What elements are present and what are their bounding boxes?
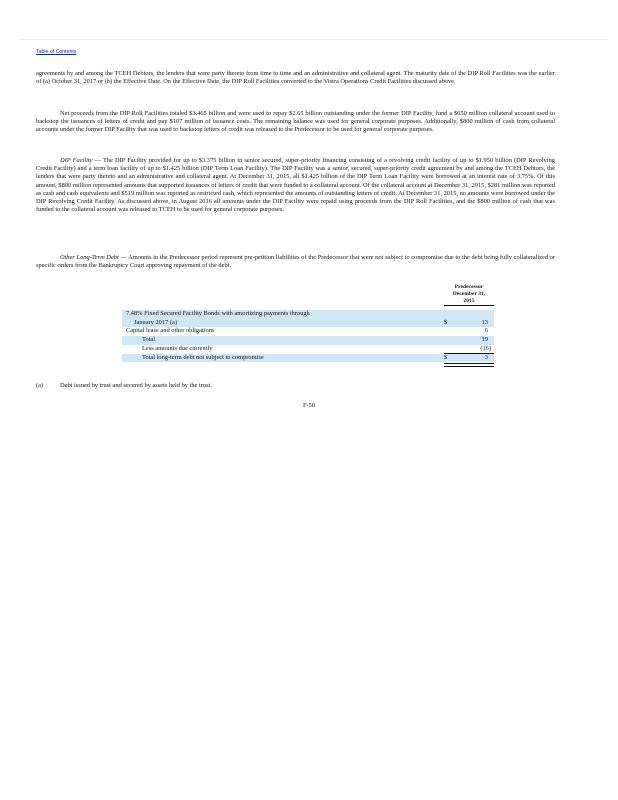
table-row-total-long-term-debt xyxy=(122,354,494,363)
row-label-line1: 7.48% Fixed Secured Facility Bonds with amortizing payments through xyxy=(126,310,310,317)
paragraph-net-proceeds: Net proceeds from the DIP Roll Facilities totaled $3.465 billion and were used to repay $2.65 billion outstanding under the former DIP Facility, fund a $650 million collateral account used to backstop the issuances of letters of credit and pay $107 million of issuance costs. The remaining balance was used for general corporate purposes. Additionally, $800 million of cash from collateral accounts under the former DIP Facility that was used to backstop letters of credit was released to the Predecessor to be used for general corporate purposes. xyxy=(36,110,555,134)
row-amount: (16) xyxy=(480,344,491,352)
row-label: Less amounts due currently xyxy=(142,344,213,352)
row-amount: 19 xyxy=(481,336,488,343)
paragraph-other-long-term-debt xyxy=(36,254,555,270)
paragraph-dip-facility xyxy=(36,157,555,214)
table-row-total xyxy=(122,336,494,345)
column-header-line1: Predecessor xyxy=(454,284,484,290)
table-row-less-current xyxy=(122,345,494,354)
column-header-line3: 2015 xyxy=(444,298,494,306)
other-long-term-debt-heading: Other Long-Term Debt xyxy=(60,254,119,261)
total-double-rule xyxy=(444,363,494,367)
row-label: Capital lease and other obligations xyxy=(126,327,215,334)
column-header-line2: December 31, xyxy=(452,291,486,297)
footnote-text: Debt issued by trust and secured by assets held by the trust. xyxy=(60,382,212,389)
row-dollar-sign: $ xyxy=(444,318,448,326)
row-amount: 6 xyxy=(484,327,488,334)
table-of-contents-link[interactable]: Table of Contents xyxy=(36,49,77,55)
row-amount: 13 xyxy=(481,318,488,326)
other-long-term-debt-body: — Amounts in the Predecessor period represent pre-petition liabilities of the Predecessor that were not subject to compromise due to the debt being fully collateralized or specific orders from the Bankruptcy Court approving repayment of the debt. xyxy=(36,254,556,270)
table-row-capital-lease xyxy=(122,327,494,336)
dip-facility-body: — The DIP Facility provided for up to $3.375 billion in senior secured, super-priority financing consisting of a revolving credit facility of up to $1.950 billion (DIP Revolving Credit Facility) and a term loan facility of up to $1.425 billion (DIP Term Loan Facility). The DIP Facility was a senior, secured, super-priority credit agreement by and among the TCEH Debtors, the lenders that were party thereto and an administrative and collateral agent. At December 31, 2015, all $1.425 billion of the DIP Term Loan Facility were borrowed at an interest rate of 3.75%. Of this amount, $800 million represented amounts that supported issuances of letters of credit that were funded to a collateral account. Of the collateral account at December 31, 2015, $281 million was reported as cash and cash equivalents and $519 million was reported as restricted cash, which represented the amounts of outstanding letters of credit. At December 31, 2015, no amounts were borrowed under the DIP Revolving Credit Facility. As discussed above, in August 2016 all amounts under the DIP Facility were repaid using proceeds from the DIP Roll Facilities, and the $800 million of cash that was funded to the collateral account was released to TCEH to be used for general corporate purposes. xyxy=(36,157,555,214)
table-row-fixed-secured-bonds xyxy=(122,310,494,327)
header-divider xyxy=(20,39,608,40)
row-dollar-sign: $ xyxy=(444,353,448,361)
paragraph-dip-roll-maturity: agreements by and among the TCEH Debtors, the lenders that were party thereto from time to time and an administrative and collateral agent. The maturity date of the DIP Roll Facilities was the earlier of (a) October 31, 2017 or (b) the Effective Date. On the Effective Date, the DIP Roll Facilities converted to the Vistra Operations Credit Facilities discussed above. xyxy=(36,70,555,86)
dip-facility-heading: DIP Facility xyxy=(60,157,93,164)
footnote-marker: (a) xyxy=(36,382,44,389)
column-header-predecessor xyxy=(444,284,494,306)
row-label: Total xyxy=(142,336,156,343)
page-number: F-50 xyxy=(302,402,316,409)
row-amount: 3 xyxy=(484,353,488,361)
row-label: Total long-term debt not subject to compromise xyxy=(142,353,264,361)
row-label-line2: January 2017 (a) xyxy=(134,318,177,326)
